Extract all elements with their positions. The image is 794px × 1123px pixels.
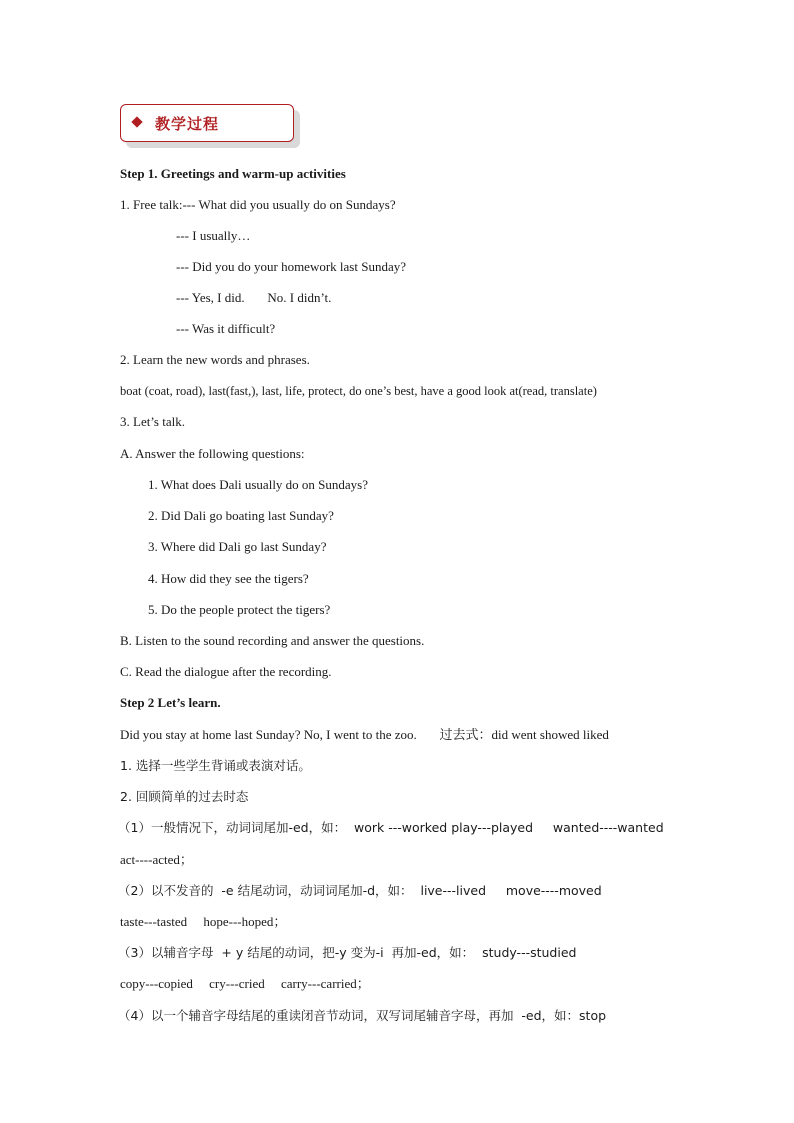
- question-item: 1. What does Dali usually do on Sundays?: [148, 477, 369, 492]
- rule-1-continued: act----acted；: [120, 852, 193, 867]
- dialogue-line: --- I usually…: [176, 228, 251, 243]
- new-words-item: 2. Learn the new words and phrases.: [120, 352, 310, 367]
- listen-item: B. Listen to the sound recording and answer the questions.: [120, 633, 425, 648]
- section-header: [120, 104, 294, 142]
- step2-item-2: 2. 回顾简单的过去时态: [120, 789, 249, 804]
- example-sentence: Did you stay at home last Sunday? No, I went to the zoo. 过去式：did went showed liked: [120, 727, 609, 742]
- lets-talk-item: 3. Let’s talk.: [120, 414, 185, 429]
- read-item: C. Read the dialogue after the recording.: [120, 664, 332, 679]
- rule-2-continued: taste---tasted hope---hoped；: [120, 914, 287, 929]
- rule-3-continued: copy---copied cry---cried carry---carried；: [120, 976, 370, 991]
- question-item: 3. Where did Dali go last Sunday?: [148, 539, 327, 554]
- diamond-bullet-icon: [131, 116, 142, 127]
- dialogue-line: --- Was it difficult?: [176, 321, 276, 336]
- rule-1: （1）一般情况下，动词词尾加-ed，如： work ---worked play---played wanted----wanted: [118, 820, 664, 835]
- rule-2: （2）以不发音的 -e 结尾动词，动词词尾加-d，如： live---lived move----moved: [118, 883, 602, 898]
- question-item: 5. Do the people protect the tigers?: [148, 602, 331, 617]
- question-item: 4. How did they see the tigers?: [148, 571, 309, 586]
- vocabulary-list: boat (coat, road), last(fast,), last, life, protect, do one’s best, have a good look at(read, translate): [120, 384, 597, 398]
- free-talk-question: 1. Free talk:--- What did you usually do on Sundays?: [120, 197, 396, 212]
- dialogue-line: --- Did you do your homework last Sunday?: [176, 259, 406, 274]
- step2-heading: Step 2 Let’s learn.: [120, 695, 221, 710]
- rule-4: （4）以一个辅音字母结尾的重读闭音节动词，双写词尾辅音字母，再加 -ed，如：stop: [118, 1008, 607, 1023]
- question-item: 2. Did Dali go boating last Sunday?: [148, 508, 334, 523]
- step2-item-1: 1. 选择一些学生背诵或表演对话。: [120, 758, 311, 773]
- dialogue-line: --- Yes, I did. No. I didn’t.: [176, 290, 332, 305]
- rule-3: （3）以辅音字母 + y 结尾的动词，把-y 变为-i 再加-ed，如： study---studied: [118, 945, 577, 960]
- section-title: 教学过程: [155, 115, 220, 133]
- step1-heading: Step 1. Greetings and warm-up activities: [120, 166, 346, 181]
- answer-questions-heading: A. Answer the following questions:: [120, 446, 305, 461]
